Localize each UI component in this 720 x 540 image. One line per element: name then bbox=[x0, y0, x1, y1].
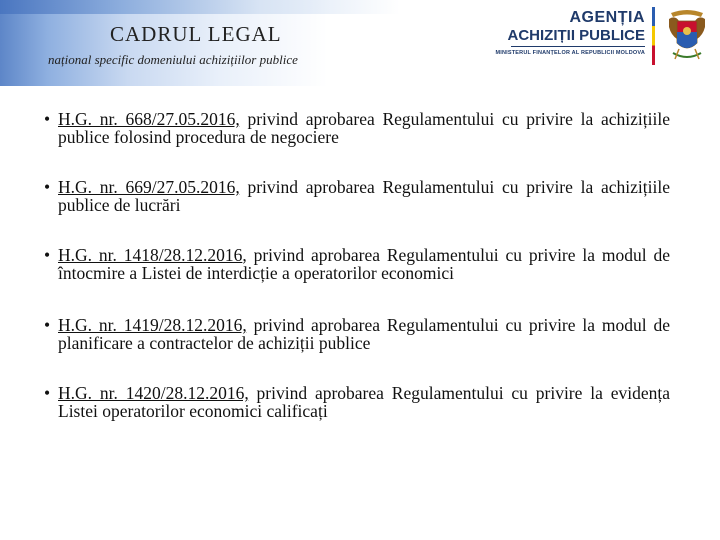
list-item bbox=[44, 178, 670, 214]
header-banner bbox=[0, 0, 720, 86]
decree-description: privind aprobarea Regulamentului cu privire la evidența Listei operatorilor economici calificați bbox=[58, 383, 671, 421]
decree-reference: H.G. nr. 1418/28.12.2016 bbox=[58, 245, 243, 265]
list-item bbox=[44, 110, 670, 146]
page-title: CADRUL LEGAL bbox=[110, 22, 282, 46]
bullet: • bbox=[44, 245, 51, 265]
agency-logo bbox=[495, 5, 715, 69]
banner-top-band bbox=[0, 0, 400, 14]
bullet: • bbox=[44, 177, 51, 197]
list-item bbox=[44, 384, 670, 420]
list-item bbox=[44, 316, 670, 352]
decree-description: privind aprobarea Regulamentului cu privire la achizițiile publice folosind procedura de negociere bbox=[58, 109, 670, 147]
logo-line-agentia: AGENȚIA bbox=[569, 9, 645, 26]
decree-reference: H.G. nr. 1419/28.12.2016, bbox=[58, 315, 247, 335]
bullet: • bbox=[44, 383, 51, 403]
decree-description: privind aprobarea Regulamentului cu privire la modul de planificare a contractelor de achiziții publice bbox=[58, 315, 670, 353]
decree-description: privind aprobarea Regulamentului cu privire la achizițiile publice de lucrări bbox=[58, 177, 670, 215]
page-subtitle: național specific domeniului achizițiilor publice bbox=[48, 52, 298, 67]
logo-line-achizitii: ACHIZIȚII PUBLICE bbox=[507, 27, 645, 44]
bullet: • bbox=[44, 109, 51, 129]
decree-description: , privind aprobarea Regulamentului cu privire la modul de întocmire a Listei de interdicție a operatorilor economici bbox=[58, 245, 670, 283]
list-item bbox=[44, 246, 670, 282]
flag-stripe-icon bbox=[652, 7, 655, 65]
decree-reference: H.G. nr. 669/27.05.2016, bbox=[58, 177, 240, 197]
coat-of-arms-icon bbox=[665, 9, 709, 63]
logo-line-ministry: MINISTERUL FINANȚELOR AL REPUBLICII MOLDOVA bbox=[495, 50, 645, 56]
decree-reference: H.G. nr. 1420/28.12.2016, bbox=[58, 383, 249, 403]
logo-divider bbox=[511, 46, 645, 47]
legal-list bbox=[44, 110, 670, 452]
decree-reference: H.G. nr. 668/27.05.2016, bbox=[58, 109, 240, 129]
bullet: • bbox=[44, 315, 51, 335]
